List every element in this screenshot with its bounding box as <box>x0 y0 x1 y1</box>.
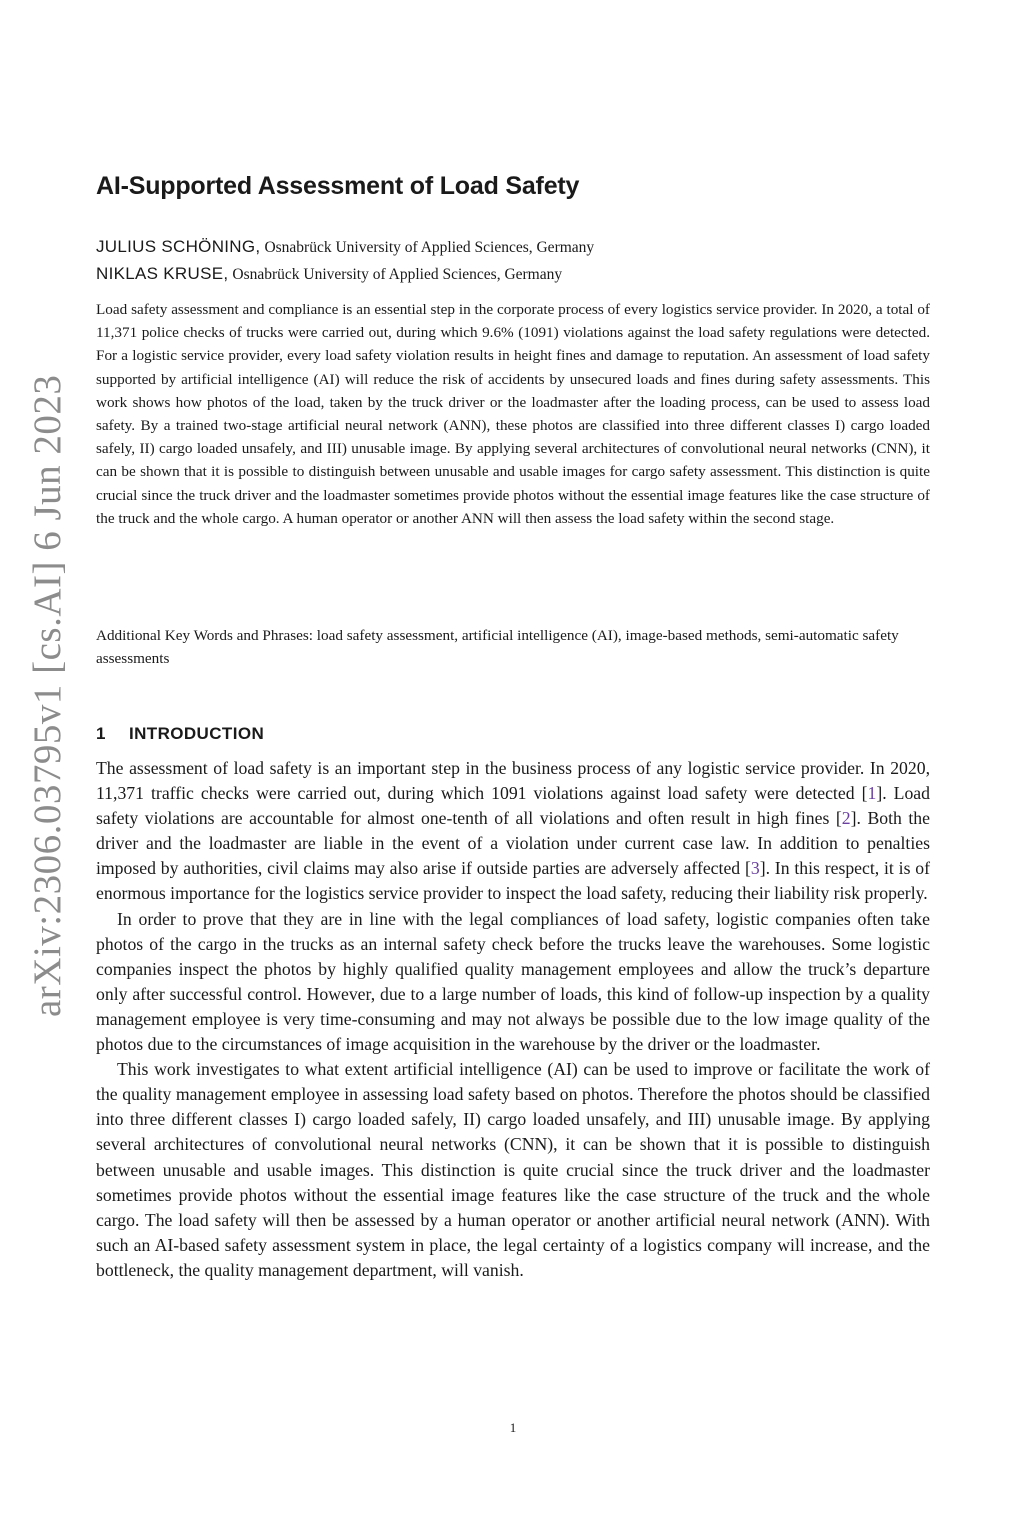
citation-link-3[interactable]: 3 <box>750 858 760 879</box>
paragraph-text: The assessment of load safety is an important step in the business process of any logistic service provider. In 2020, 11,371 traffic checks were carried out, during which 1091 violations against load safety were detected [ <box>96 758 930 804</box>
author-name: NIKLAS KRUSE, <box>96 264 229 283</box>
paragraph-text: ]. Load safety violations are accountable for almost one-tenth of all violations and often result in high fines [ <box>96 783 930 829</box>
paragraph-2: In order to prove that they are in line with the legal compliances of load safety, logistic companies often take photos of the cargo in the trucks as an internal safety check before the trucks leave the warehouses. Some logistic companies inspect the photos by highly qualified quality management employees and allow the truck’s departure only after successful control. However, due to a large number of loads, this kind of follow-up inspection by a quality management employee is very time-consuming and may not always be possible due to the low image quality of the photos due to the circumstances of image acquisition in the warehouse by the driver or the loadmaster. <box>96 908 930 1055</box>
author-1 <box>96 233 594 260</box>
paragraph-3: This work investigates to what extent artificial intelligence (AI) can be used to improve or facilitate the work of the quality management employee in assessing load safety based on photos. Therefore the photos should be classified into three different classes I) cargo loaded safely, II) cargo loaded unsafely, and III) unusable image. By applying several architectures of convolutional neural networks (CNN), it can be shown that it is possible to distinguish between unusable and usable images. This distinction is quite crucial since the truck driver and the loadmaster sometimes provide photos without the essential image features like the case structure of the truck and the whole cargo. The load safety will then be assessed by a human operator or another artificial neural network (ANN). With such an AI-based safety assessment system in place, the legal certainty of a logistics company will increase, and the bottleneck, the quality management department, will vanish. <box>96 1059 930 1280</box>
section-number: 1 <box>96 724 106 743</box>
abstract: Load safety assessment and compliance is an essential step in the corporate process of every logistics service provider. In 2020, a total of 11,371 police checks of trucks were carried out, during which 9.6% (1091) violations against the load safety regulations were detected. For a logistic service provider, every load safety violation results in height fines and damage to reputation. An assessment of load safety supported by artificial intelligence (AI) will reduce the risk of accidents by unsecured loads and fines during safety assessments. This work shows how photos of the load, taken by the truck driver or the loadmaster after the loading process, can be used to assess load safety. By a trained two-stage artificial neural network (ANN), these photos are classified into three different classes I) cargo loaded safely, II) cargo loaded unsafely, and III) unusable image. By applying several architectures of convolutional neural networks (CNN), it can be shown that it is possible to distinguish between unusable and usable images for cargo safety assessment. This distinction is quite crucial since the truck driver and the loadmaster sometimes provide photos without the essential image features like the case structure of the truck and the whole cargo. A human operator or another ANN will then assess the load safety within the second stage. <box>96 301 930 527</box>
author-name: JULIUS SCHÖNING, <box>96 237 261 256</box>
author-affiliation: Osnabrück University of Applied Sciences, Germany <box>232 266 563 283</box>
keywords: Additional Key Words and Phrases: load safety assessment, artificial intelligence (AI), image-based methods, semi-automatic safety assessments <box>96 627 899 668</box>
author-affiliation: Osnabrück University of Applied Sciences, Germany <box>264 239 595 256</box>
paragraph-1 <box>96 756 930 907</box>
citation-link-2[interactable]: 2 <box>841 808 851 829</box>
section-body <box>96 756 930 1283</box>
paragraph-text: ]. Both the driver and the loadmaster are liable in the event of a violation under current case law. In addition to penalties imposed by authorities, civil claims may also arise if outside parties are adversely affected [ <box>96 808 930 879</box>
paragraph-text: ]. In this respect, it is of enormous importance for the logistics service provider to inspect the load safety, reducing their liability risk properly. <box>96 858 930 904</box>
citation-link-1[interactable]: 1 <box>867 783 877 804</box>
paper-title: AI-Supported Assessment of Load Safety <box>96 172 580 200</box>
arxiv-identifier-stamp: arXiv:2306.03795v1 [cs.AI] 6 Jun 2023 <box>26 374 69 1017</box>
section-heading <box>96 724 264 744</box>
section-title: INTRODUCTION <box>129 724 265 743</box>
page-number: 1 <box>509 1420 517 1435</box>
author-2 <box>96 260 594 287</box>
author-list <box>96 233 594 287</box>
